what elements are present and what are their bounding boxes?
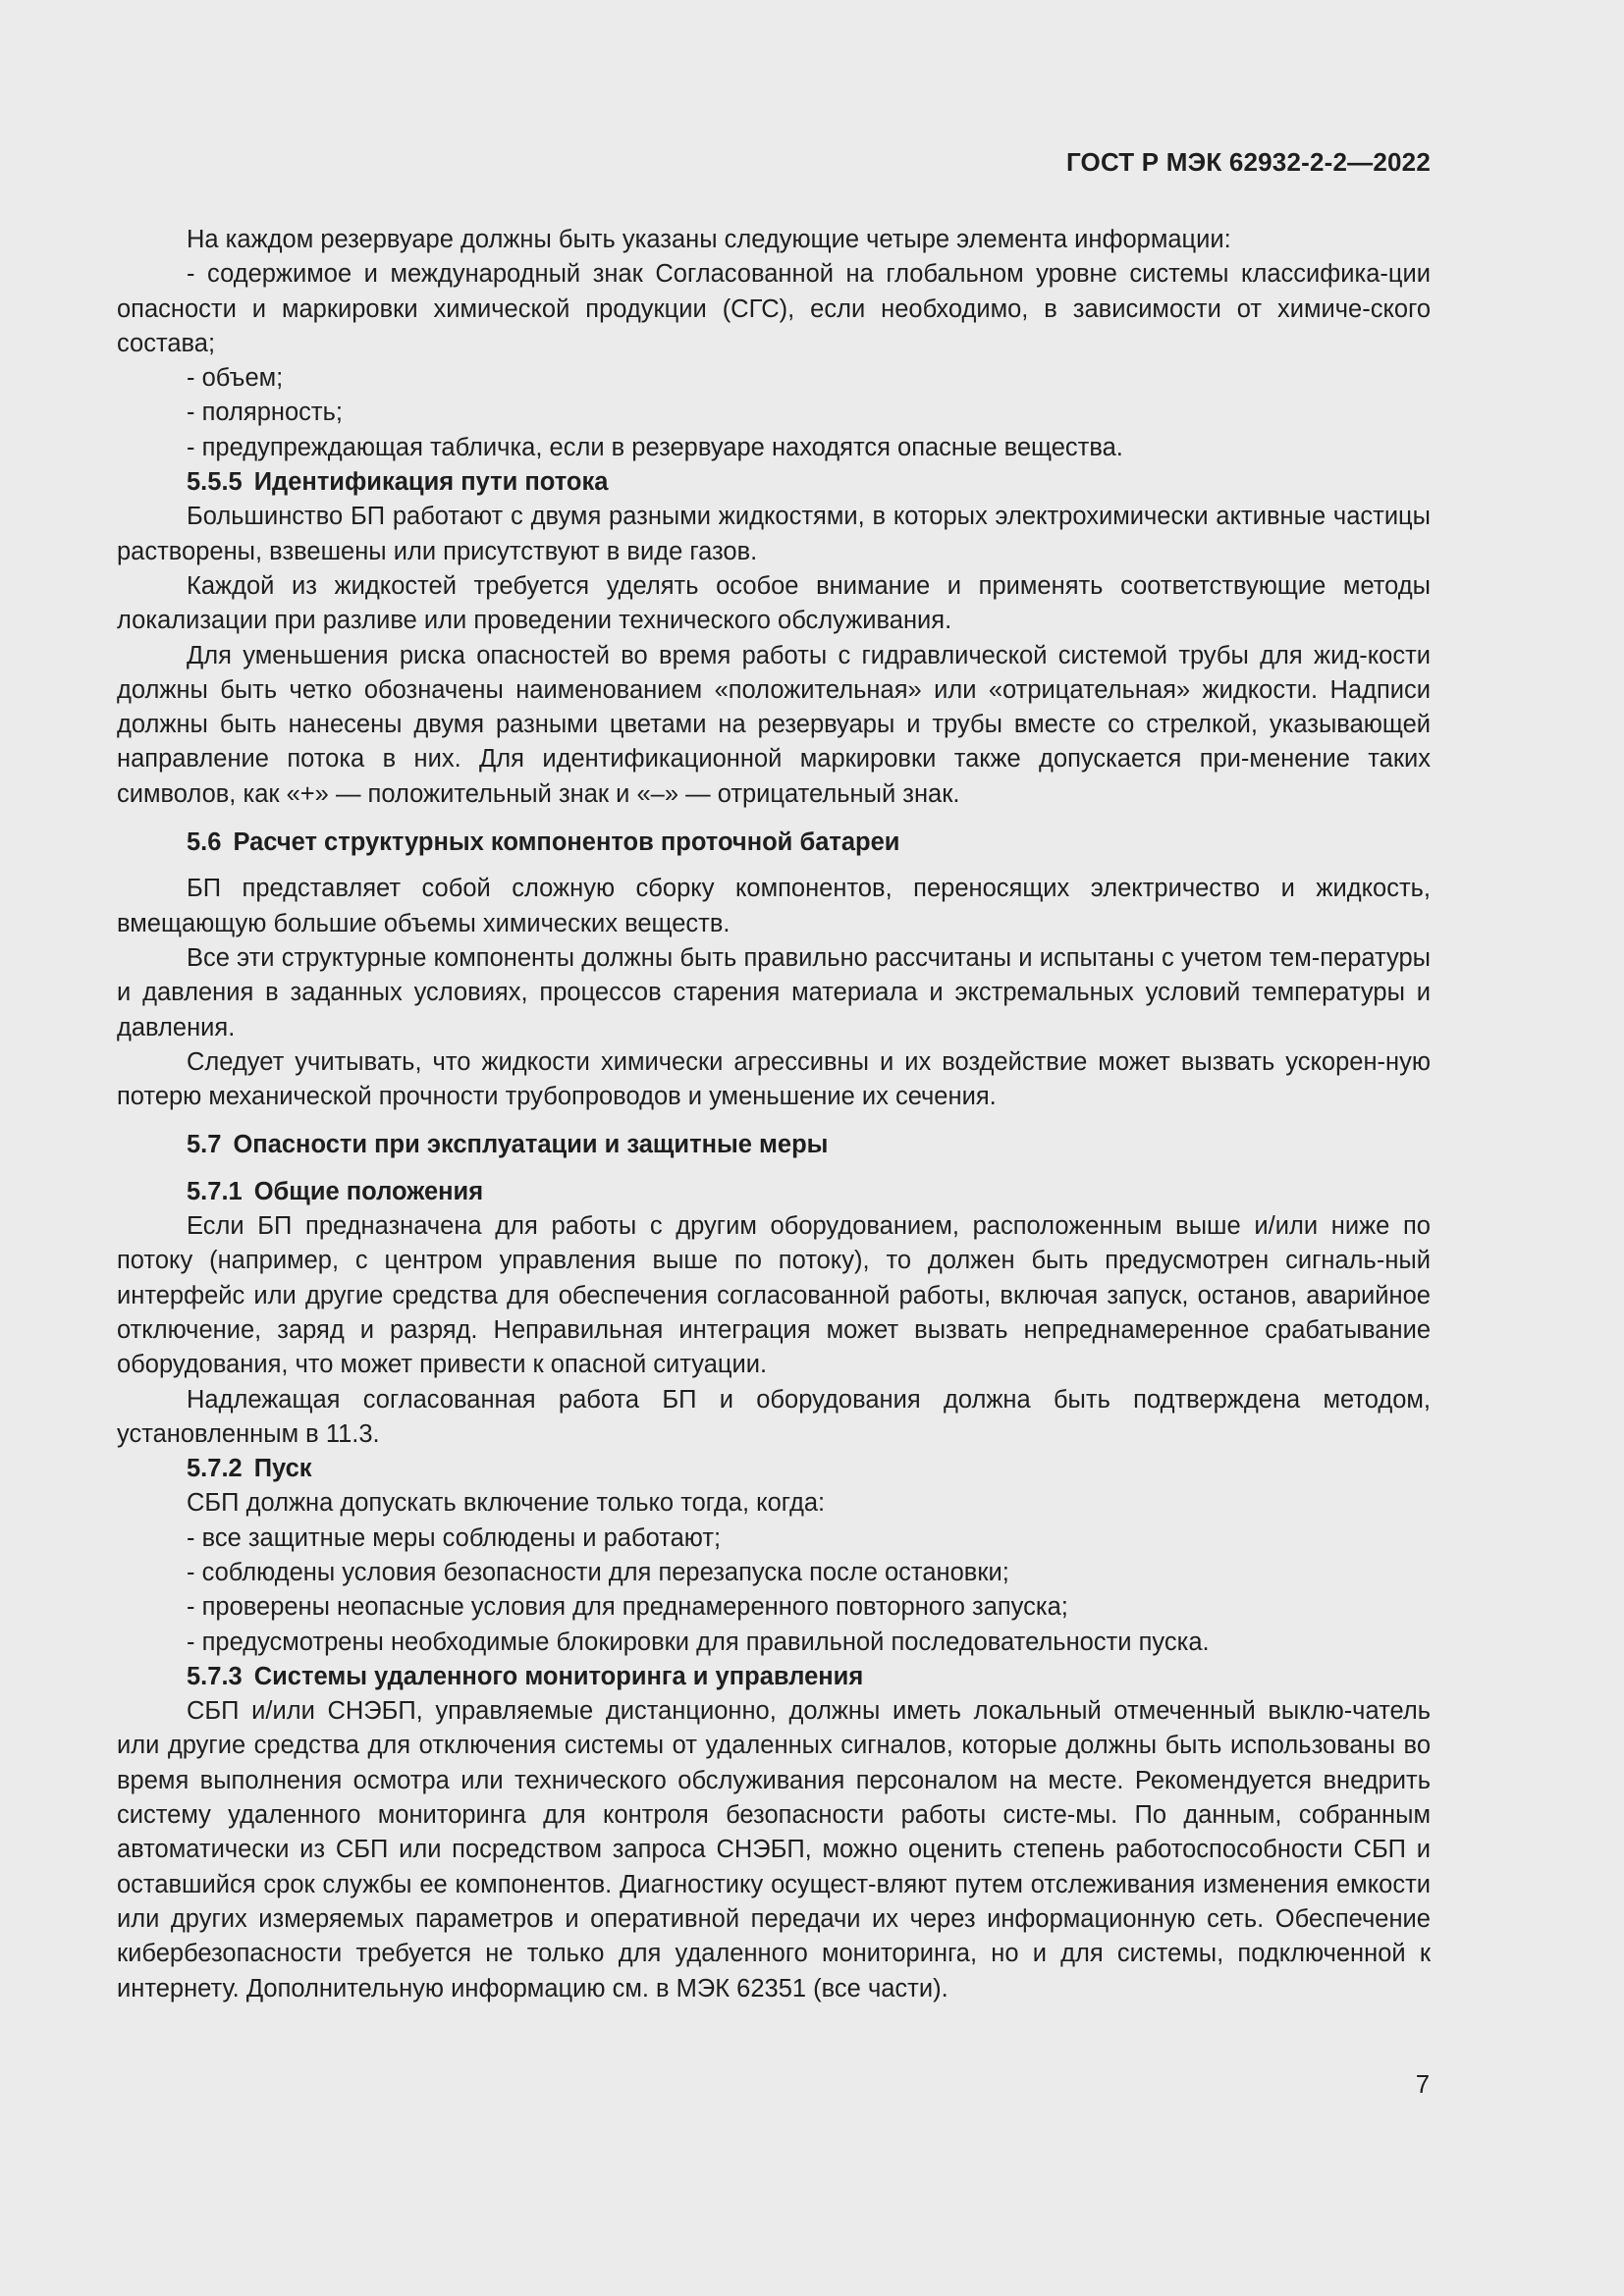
paragraph-intro: На каждом резервуаре должны быть указаны следующие четыре элемента информации: (187, 226, 1231, 253)
paragraph-liquid-attention: Каждой из жидкостей требуется уделять особое внимание и применять соответствующие методы локализации при разливе или проведении технического обслуживания. (117, 571, 1431, 635)
list-item-contents: - содержимое и международный знак Согласованной на глобальном уровне системы классифика-ции опасности и маркировки химической продукции (СГС), если необходимо, в зависимости от химиче-ского состава; (117, 260, 1431, 357)
heading-number: 5.7.3 (187, 1662, 243, 1690)
page-number: 7 (1415, 2071, 1430, 2099)
heading-title: Расчет структурных компонентов проточной батареи (233, 828, 900, 857)
paragraph-two-liquids: Большинство БП работают с двумя разными жидкостями, в которых электрохимически активные частицы растворены, взвешены или присутствуют в виде газов. (117, 503, 1431, 565)
heading-5-5-5 (117, 465, 1431, 500)
heading-number: 5.7.2 (187, 1455, 243, 1483)
list-item-polarity: - полярность; (187, 399, 343, 427)
paragraph-signal-interface: Если БП предназначена для работы с другим оборудованием, расположенным выше и/или ниже по потоку (например, с центром управления выше по потоку), то должен быть предусмотрен сигналь-ный интерфейс или другие средства для обеспечения согласованной работы, включая запуск, останов, аварийное отключение, заряд и разряд. Неправильная интеграция может вызвать непреднамеренное срабатывание оборудования, что может привести к опасной ситуации. (117, 1212, 1431, 1379)
heading-title: Общие положения (253, 1177, 484, 1205)
document-header: ГОСТ Р МЭК 62932-2-2—2022 (1065, 147, 1431, 177)
heading-number: 5.5.5 (187, 468, 243, 497)
list-item-interlocks: - предусмотрены необходимые блокировки для правильной последовательности пуска. (187, 1628, 1210, 1656)
heading-title: Опасности при эксплуатации и защитные меры (233, 1131, 829, 1159)
list-item-volume: - объем; (187, 364, 284, 393)
heading-5-7-1 (117, 1175, 1431, 1209)
heading-title: Идентификация пути потока (253, 468, 609, 497)
paragraph-aggressive-liquids: Следует учитывать, что жидкости химически агрессивны и их воздействие может вызвать ускорен-ную потерю механической прочности трубопроводов и уменьшение их сечения. (117, 1047, 1431, 1111)
document-body (117, 223, 1431, 2006)
heading-title: Пуск (253, 1455, 312, 1483)
heading-5-6 (117, 826, 1431, 860)
paragraph-structural-components: Все эти структурные компоненты должны быть правильно рассчитаны и испытаны с учетом тем-пературы и давления в заданных условиях, процессов старения материала и экстремальных условий температуры и давления. (117, 943, 1431, 1041)
list-item-protective-measures: - все защитные меры соблюдены и работают; (187, 1523, 722, 1552)
heading-number: 5.7 (187, 1131, 222, 1159)
paragraph-coordinated-operation: Надлежащая согласованная работа БП и оборудования должна быть подтверждена методом, установленным в 11.3. (117, 1385, 1431, 1448)
list-item-restart-safety: - соблюдены условия безопасности для перезапуска после остановки; (187, 1558, 1009, 1586)
paragraph-startup-conditions: СБП должна допускать включение только тогда, когда: (187, 1489, 826, 1518)
heading-title: Системы удаленного мониторинга и управления (253, 1662, 864, 1690)
heading-number: 5.7.1 (187, 1177, 243, 1205)
heading-number: 5.6 (187, 828, 222, 857)
list-item-warning-sign: - предупреждающая табличка, если в резервуаре находятся опасные вещества. (187, 433, 1123, 461)
heading-5-7-3 (117, 1660, 1431, 1694)
heading-5-7-2 (117, 1452, 1431, 1486)
heading-5-7 (117, 1128, 1431, 1162)
paragraph-risk-reduction: Для уменьшения риска опасностей во время работы с гидравлической системой трубы для жид-кости должны быть четко обозначены наименованием «положительная» или «отрицательная» жидкости. Надписи должны быть нанесены двумя разными цветами на резервуары и трубы вместе со стрелкой, указывающей направление потока в них. Для идентификационной маркировки также допускается при-менение таких символов, как «+» — положительный знак и «–» — отрицательный знак. (117, 641, 1431, 808)
list-item-intentional-restart: - проверены неопасные условия для преднамеренного повторного запуска; (187, 1593, 1068, 1622)
paragraph-remote-monitoring: СБП и/или СНЭБП, управляемые дистанционно, должны иметь локальный отмеченный выклю-чатель или другие средства для отключения системы от удаленных сигналов, которые должны быть использованы во время выполнения осмотра или технического обслуживания персоналом на месте. Рекомендуется внедрить систему удаленного мониторинга для контроля безопасности работы систе-мы. По данным, собранным автоматически из СБП или посредством запроса СНЭБП, можно оценить степень работоспособности СБП и оставшийся срок службы ее компонентов. Диагностику осущест-вляют путем отслеживания изменения емкости или других измеряемых параметров и оперативной передачи их через информационную сеть. Обеспечение кибербезопасности требуется не только для удаленного мониторинга, но и для системы, подключенной к интернету. Дополнительную информацию см. в МЭК 62351 (все части). (117, 1697, 1431, 2002)
paragraph-complex-assembly: БП представляет собой сложную сборку компонентов, переносящих электричество и жидкость, вмещающую большие объемы химических веществ. (117, 875, 1431, 937)
